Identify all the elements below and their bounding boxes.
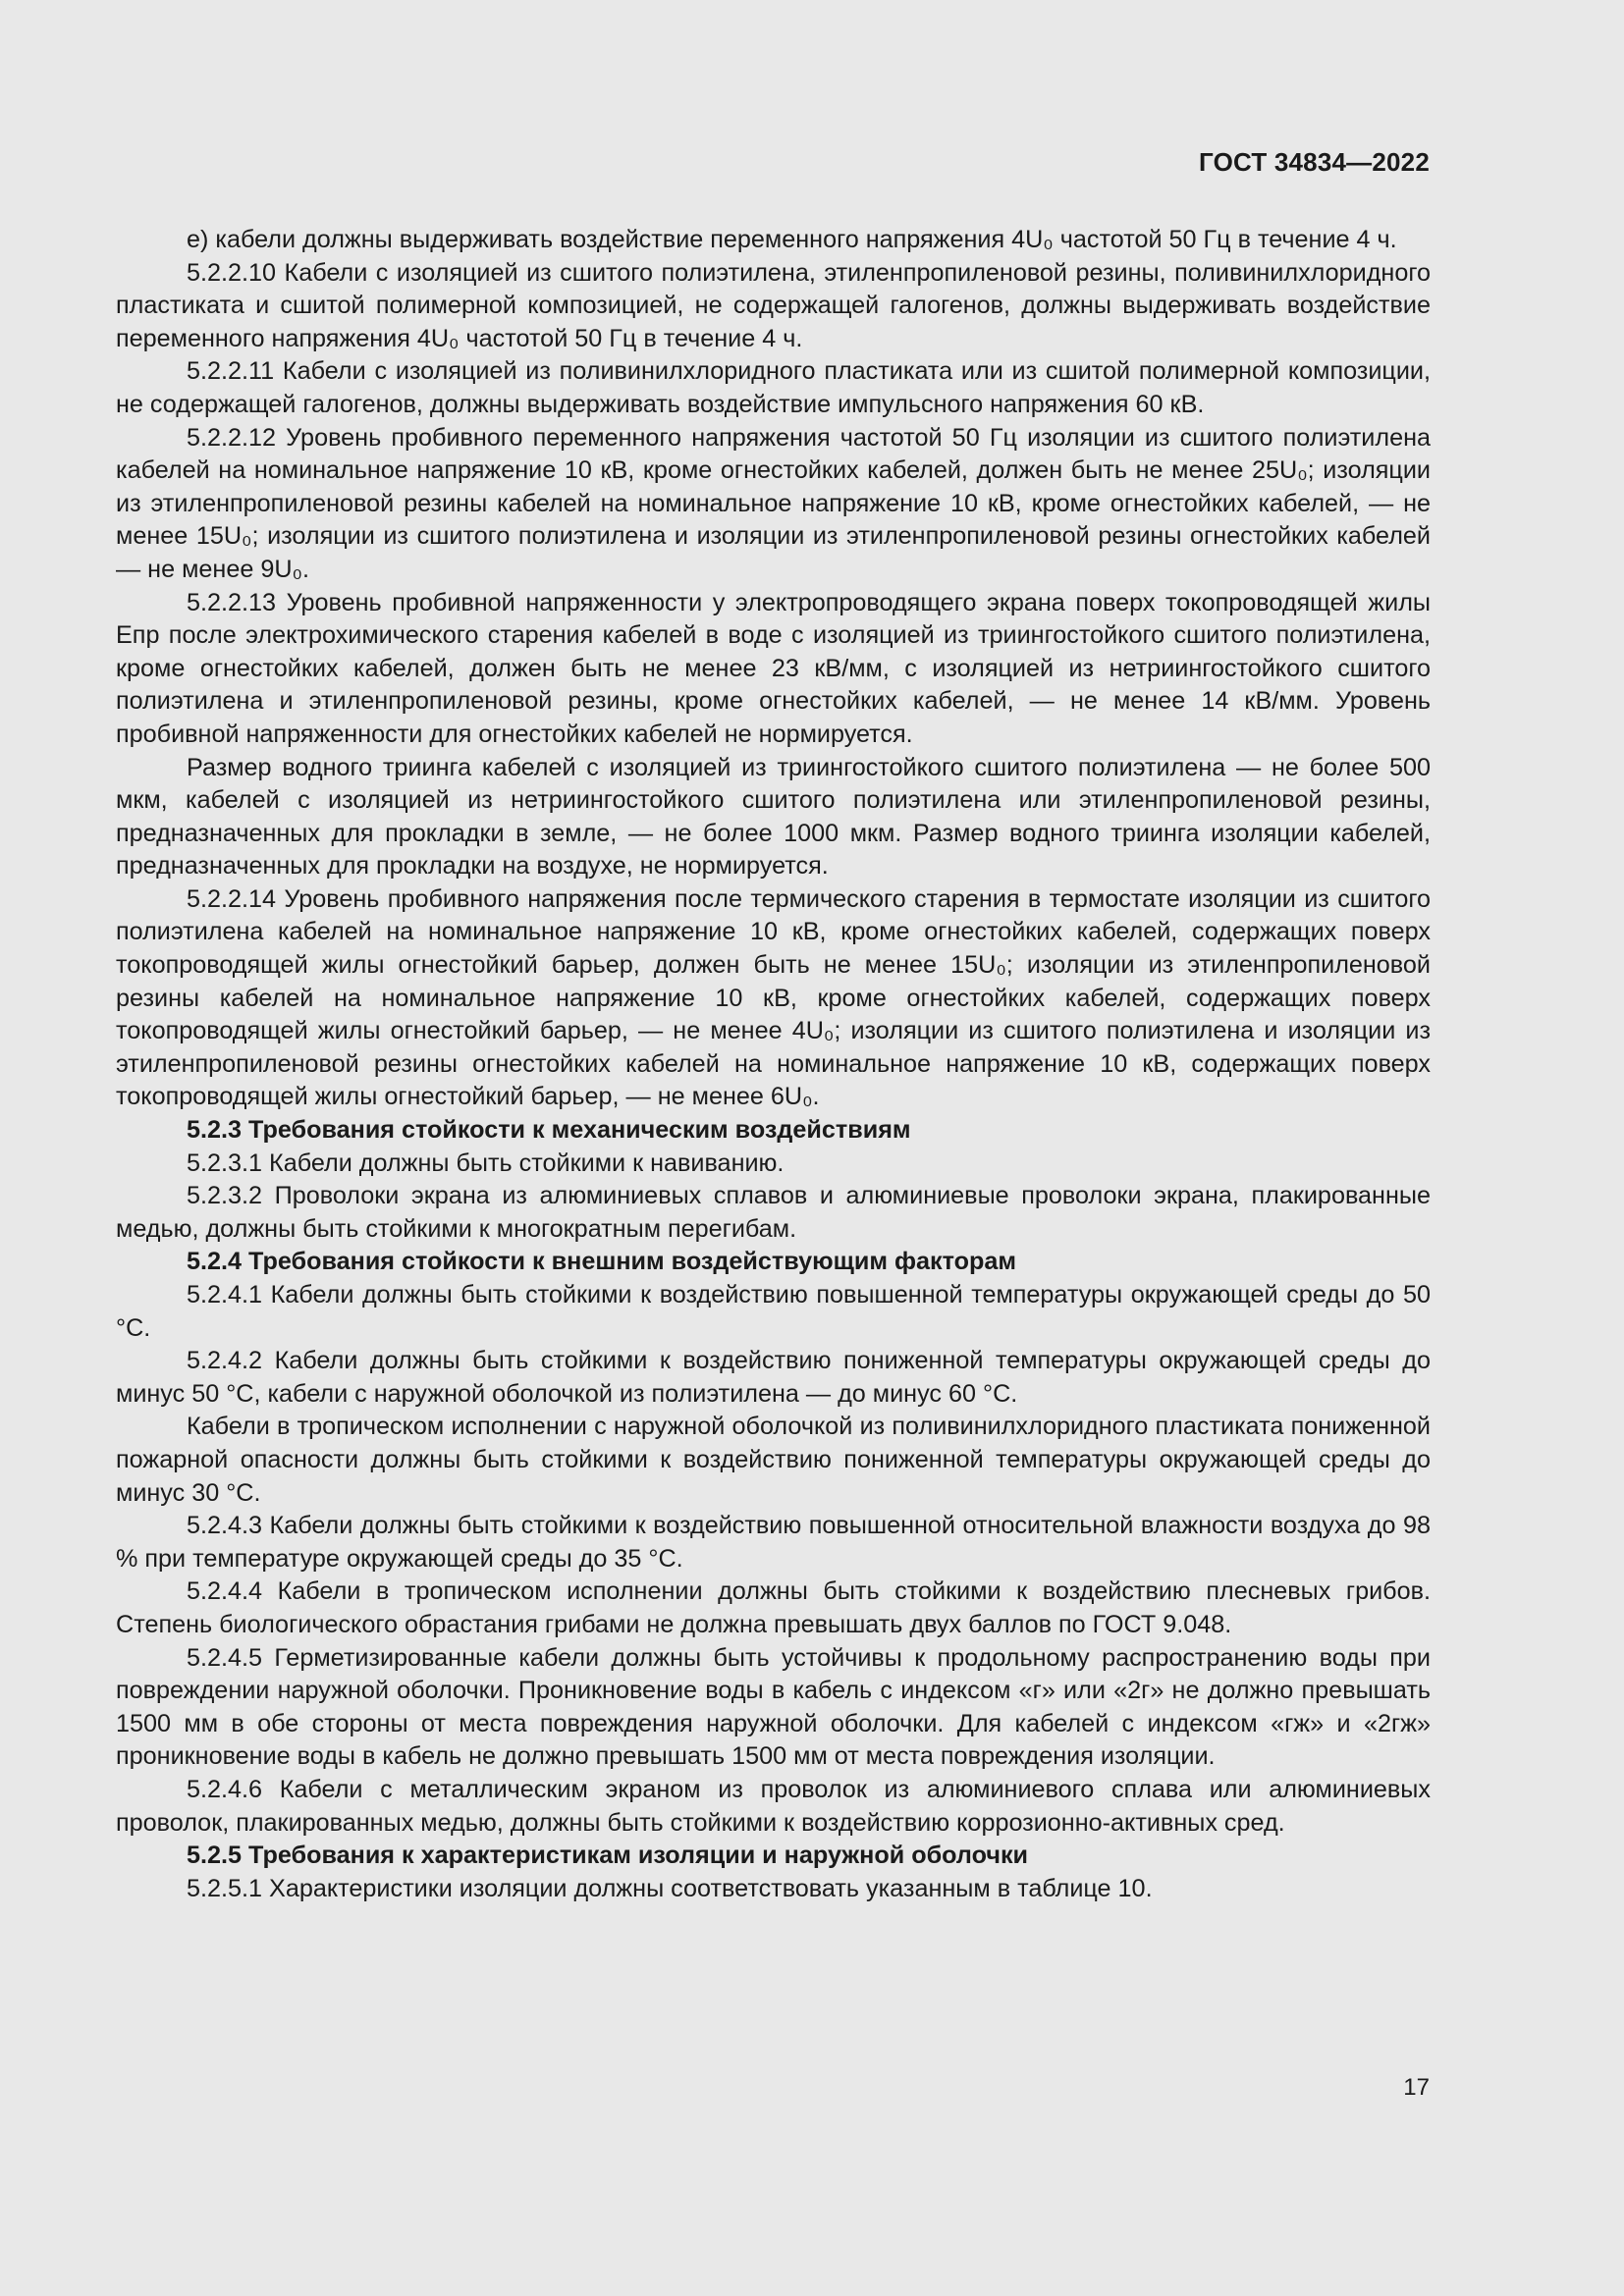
- paragraph: 5.2.4.3 Кабели должны быть стойкими к воздействию повышенной относительной влажности воздуха до 98 % при температуре окружающей среды до 35 °С.: [116, 1512, 1431, 1573]
- paragraph: 5.2.4.6 Кабели с металлическим экраном из проволок из алюминиевого сплава или алюминиевых проволок, плакированных медью, должны быть стойкими к воздействию коррозионно-активных сред.: [116, 1775, 1431, 1837]
- paragraph: 5.2.2.14 Уровень пробивного напряжения после термического старения в термостате изоляции из сшитого полиэтилена кабелей на номинальное напряжение 10 кВ, кроме огнестойких кабелей, содержащих поверх токопроводящей жилы огнестойкий барьер, должен быть не менее 15U₀; изоляции из этиленпропиленовой резины кабелей на номинальное напряжение 10 кВ, кроме огнестойких кабелей, содержащих поверх токопроводящей жилы огнестойкий барьер, — не менее 4U₀; изоляции из сшитого полиэтилена и изоляции из этиленпропиленовой резины огнестойких кабелей на номинальное напряжение 10 кВ, содержащих поверх токопроводящей жилы огнестойкий барьер, — не менее 6U₀.: [116, 884, 1431, 1111]
- paragraph: 5.2.3.2 Проволоки экрана из алюминиевых сплавов и алюминиевые проволоки экрана, плакированные медью, должны быть стойкими к многократным перегибам.: [116, 1182, 1431, 1243]
- document-body: [116, 224, 1431, 1905]
- paragraph: 5.2.4.4 Кабели в тропическом исполнении должны быть стойкими к воздействию плесневых грибов. Степень биологического обрастания грибами не должна превышать двух баллов по ГОСТ 9.048.: [116, 1577, 1431, 1638]
- page-number: 17: [1403, 2074, 1430, 2101]
- paragraph: 5.2.4.1 Кабели должны быть стойкими к воздействию повышенной температуры окружающей среды до 50 °С.: [116, 1281, 1431, 1342]
- paragraph: 5.2.4.5 Герметизированные кабели должны быть устойчивы к продольному распространению воды при повреждении наружной оболочки. Проникновение воды в кабель с индексом «г» или «2г» не должно превышать 1500 мм в обе стороны от места повреждения наружной оболочки. Для кабелей с индексом «гж» и «2гж» проникновение воды в кабель не должно превышать 1500 мм от места повреждения изоляции.: [116, 1643, 1431, 1771]
- section-heading: 5.2.4 Требования стойкости к внешним воздействующим факторам: [187, 1248, 1017, 1276]
- paragraph: 5.2.4.2 Кабели должны быть стойкими к воздействию пониженной температуры окружающей среды до минус 50 °С, кабели с наружной оболочкой из полиэтилена — до минус 60 °С.: [116, 1347, 1431, 1408]
- paragraph: Кабели в тропическом исполнении с наружной оболочкой из поливинилхлоридного пластиката пониженной пожарной опасности должны быть стойкими к воздействию пониженной температуры окружающей среды до минус 30 °С.: [116, 1413, 1431, 1507]
- paragraph: 5.2.5.1 Характеристики изоляции должны соответствовать указанным в таблице 10.: [187, 1874, 1153, 1902]
- paragraph: Размер водного триинга кабелей с изоляцией из триингостойкого сшитого полиэтилена — не более 500 мкм, кабелей с изоляцией из нетриингостойкого сшитого полиэтилена или этиленпропиленовой резины, предназначенных для прокладки в земле, — не более 1000 мкм. Размер водного триинга изоляции кабелей, предназначенных для прокладки на воздухе, не нормируется.: [116, 753, 1431, 881]
- paragraph: е) кабели должны выдерживать воздействие переменного напряжения 4U₀ частотой 50 Гц в течение 4 ч.: [187, 226, 1397, 253]
- document-header: ГОСТ 34834—2022: [1199, 147, 1430, 177]
- paragraph: 5.2.2.10 Кабели с изоляцией из сшитого полиэтилена, этиленпропиленовой резины, поливинилхлоридного пластиката и сшитой полимерной композицией, не содержащей галогенов, должны выдерживать воздействие переменного напряжения 4U₀ частотой 50 Гц в течение 4 ч.: [116, 258, 1431, 352]
- section-heading: 5.2.5 Требования к характеристикам изоляции и наружной оболочки: [187, 1842, 1029, 1870]
- paragraph: 5.2.3.1 Кабели должны быть стойкими к навиванию.: [187, 1148, 785, 1177]
- paragraph: 5.2.2.11 Кабели с изоляцией из поливинилхлоридного пластиката или из сшитой полимерной композиции, не содержащей галогенов, должны выдерживать воздействие импульсного напряжения 60 кВ.: [116, 357, 1431, 418]
- paragraph: 5.2.2.12 Уровень пробивного переменного напряжения частотой 50 Гц изоляции из сшитого полиэтилена кабелей на номинальное напряжение 10 кВ, кроме огнестойких кабелей, должен быть не менее 25U₀; изоляции из этиленпропиленовой резины кабелей на номинальное напряжение 10 кВ, кроме огнестойких кабелей, — не менее 15U₀; изоляции из сшитого полиэтилена и изоляции из этиленпропиленовой резины огнестойких кабелей — не менее 9U₀.: [116, 423, 1431, 583]
- section-heading: 5.2.3 Требования стойкости к механическим воздействиям: [187, 1116, 911, 1145]
- paragraph: 5.2.2.13 Уровень пробивной напряженности у электропроводящего экрана поверх токопроводящей жилы Eпр после электрохимического старения кабелей в воде с изоляцией из триингостойкого сшитого полиэтилена, кроме огнестойких кабелей, должен быть не менее 23 кВ/мм, с изоляцией из нетриингостойкого сшитого полиэтилена и этиленпропиленовой резины, кроме огнестойких кабелей, — не менее 14 кВ/мм. Уровень пробивной напряженности для огнестойких кабелей не нормируется.: [116, 588, 1431, 748]
